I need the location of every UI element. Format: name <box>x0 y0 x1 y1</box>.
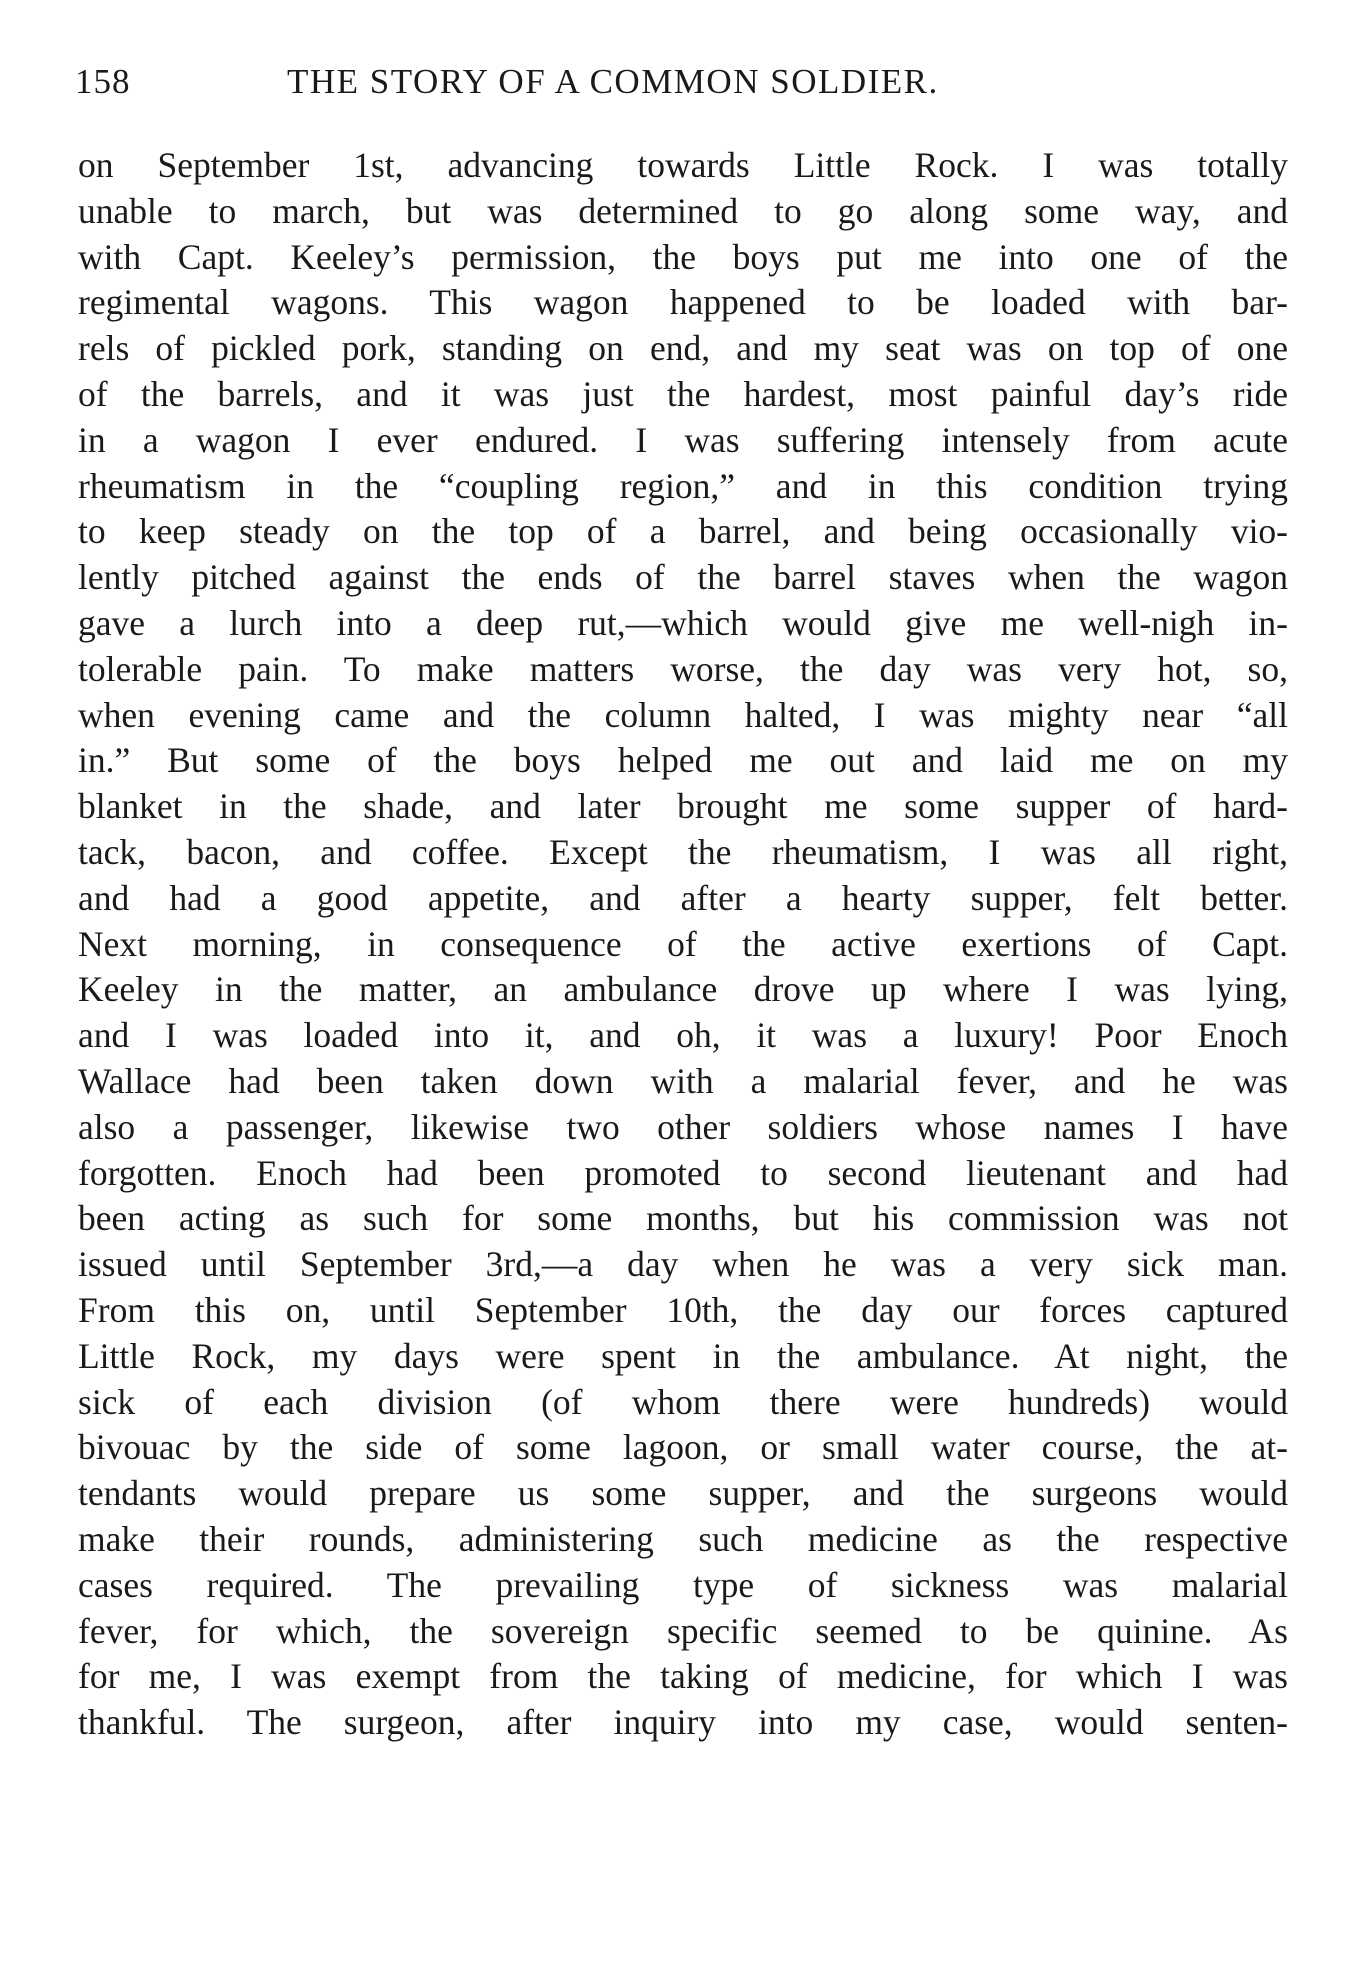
text-line: gave a lurch into a deep rut,—which would give me well-nigh in- <box>78 602 1288 643</box>
running-title: THE STORY OF A COMMON SOLDIER. <box>287 62 939 101</box>
text-line: rels of pickled pork, standing on end, and my seat was on top of one <box>78 328 1288 369</box>
text-line: with Capt. Keeley’s permission, the boys put me into one of the <box>78 236 1288 277</box>
text-line: in.” But some of the boys helped me out and laid me on my <box>78 740 1288 781</box>
text-line: Next morning, in consequence of the active exertions of Capt. <box>78 923 1288 964</box>
text-line: sick of each division (of whom there were hundreds) would <box>78 1381 1288 1422</box>
text-line: Wallace had been taken down with a malarial fever, and he was <box>78 1060 1288 1101</box>
text-line: rheumatism in the “coupling region,” and in this condition trying <box>78 465 1288 506</box>
text-line: and had a good appetite, and after a hearty supper, felt better. <box>78 877 1288 918</box>
text-line: of the barrels, and it was just the hardest, most painful day’s ride <box>78 373 1288 414</box>
text-line: From this on, until September 10th, the day our forces captured <box>78 1289 1288 1330</box>
text-line: Little Rock, my days were spent in the ambulance. At night, the <box>78 1335 1288 1376</box>
text-line: to keep steady on the top of a barrel, and being occasionally vio- <box>78 511 1288 552</box>
text-line: for me, I was exempt from the taking of medicine, for which I was <box>78 1656 1288 1697</box>
text-line: tendants would prepare us some supper, and the surgeons would <box>78 1473 1288 1514</box>
text-line: tack, bacon, and coffee. Except the rheumatism, I was all right, <box>78 831 1288 872</box>
page-number: 158 <box>75 62 131 101</box>
text-line: bivouac by the side of some lagoon, or small water course, the at- <box>78 1427 1288 1468</box>
running-head <box>75 62 1290 122</box>
text-line: forgotten. Enoch had been promoted to second lieutenant and had <box>78 1152 1288 1193</box>
text-line: make their rounds, administering such medicine as the respective <box>78 1518 1288 1559</box>
text-line: and I was loaded into it, and oh, it was a luxury! Poor Enoch <box>78 1015 1288 1056</box>
text-line: been acting as such for some months, but his commission was not <box>78 1198 1288 1239</box>
text-line: Keeley in the matter, an ambulance drove up where I was lying, <box>78 969 1288 1010</box>
body-text <box>78 143 1288 1746</box>
text-line: thankful. The surgeon, after inquiry into my case, would senten- <box>78 1702 1288 1743</box>
text-line: cases required. The prevailing type of sickness was malarial <box>78 1564 1288 1605</box>
text-line: fever, for which, the sovereign specific seemed to be quinine. As <box>78 1610 1288 1651</box>
text-line: regimental wagons. This wagon happened to be loaded with bar- <box>78 282 1288 323</box>
text-line: when evening came and the column halted, I was mighty near “all <box>78 694 1288 735</box>
text-line: blanket in the shade, and later brought me some supper of hard- <box>78 786 1288 827</box>
text-line: tolerable pain. To make matters worse, the day was very hot, so, <box>78 648 1288 689</box>
text-line: issued until September 3rd,—a day when he was a very sick man. <box>78 1244 1288 1285</box>
text-line: unable to march, but was determined to go along some way, and <box>78 190 1288 231</box>
text-line: in a wagon I ever endured. I was suffering intensely from acute <box>78 419 1288 460</box>
text-line: lently pitched against the ends of the barrel staves when the wagon <box>78 557 1288 598</box>
text-line: also a passenger, likewise two other soldiers whose names I have <box>78 1106 1288 1147</box>
text-line: on September 1st, advancing towards Little Rock. I was totally <box>78 145 1288 185</box>
